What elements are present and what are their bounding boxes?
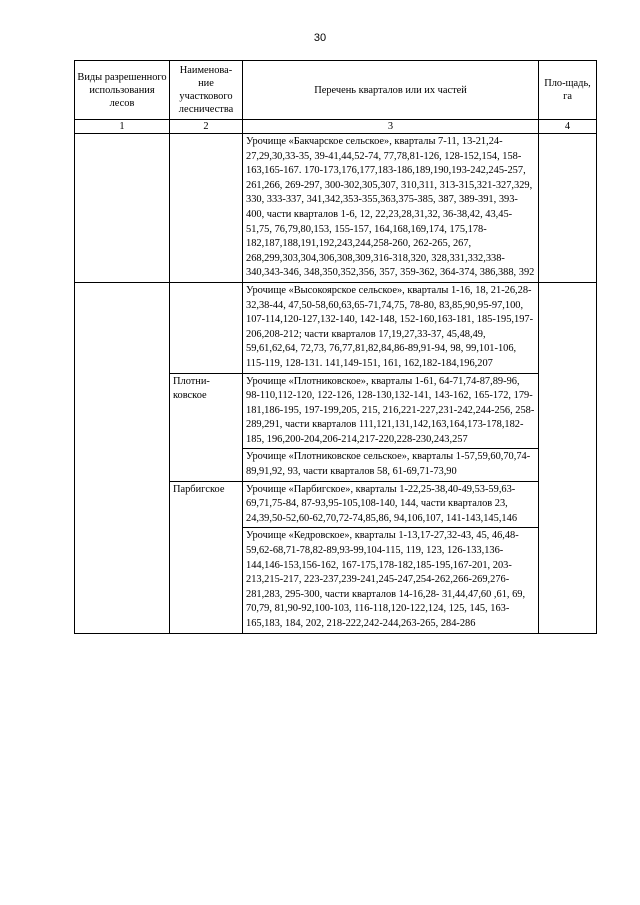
- area-cell: [539, 282, 597, 633]
- quarters-cell: Урочище «Высокоярское сельское», кварталы 1-16, 18, 21-26,28-32,38-44, 47,50-58,60,63,65-71,74,75, 78-80, 83,85,90,95-97,100, 107-114,120-127,132-140, 142-148, 152-160,163-181, 185-195,197-206,208-212; части кварталов 17,19,27,33-37, 45,48,49, 59,61,62,64, 72,73, 76,77,81,82,84,86-89,91-94, 98, 99,101-106, 115-119, 128-131. 141,149-151, 161, 162,182-184,196,207: [243, 282, 539, 373]
- quarters-cell: Урочище «Бакчарское сельское», кварталы 7-11, 13-21,24-27,29,30,33-35, 39-41,44,52-74, 77,78,81-126, 128-152,154, 158-163,165-167. 170-173,176,177,183-186,189,190,193-242,245-257, 261,266, 269-297, 300-302,305,307, 310,311, 313-315,321-327,329, 330, 333-337, 341,342,353-355,363,375-385, 387, 389-391, 393-400, части кварталов 1-6, 12, 22,23,28,31,32, 36-38,42, 43,45-51,75, 76,79,80,153, 155-157, 164,168,169,174, 175,178-182,187,188,191,192,243,244,258-260, 262-265, 267, 268,299,303,304,306,308,309,316-318,320, 328,331,332,338-340,343-346, 348,350,352,356, 357, 359-362, 364-374, 386,388, 392: [243, 134, 539, 283]
- header-area: Пло-щадь, га: [539, 61, 597, 120]
- use-type-cell: [75, 282, 170, 633]
- forestry-cell: Парбигское: [170, 481, 243, 633]
- page-number: 30: [313, 32, 327, 44]
- table-row: [75, 134, 597, 283]
- forestry-cell: [170, 134, 243, 283]
- header-forestry-name: Наименова-ние участкового лесничества: [170, 61, 243, 120]
- use-type-cell: [75, 134, 170, 283]
- column-number: 2: [170, 120, 243, 134]
- column-number: 3: [243, 120, 539, 134]
- quarters-cell: Урочище «Плотниковское», кварталы 1-61, 64-71,74-87,89-96, 98-110,112-120, 122-126, 128-130,132-141, 143-162, 165-172, 179-181,186-195, 197-199,205, 215, 216,221-227,231-242,244-256, 258-289,291, части кварталов 111,121,131,142,163,164,173-178,182-185, 196,200-204,206-214,217-220,228-230,243,257: [243, 373, 539, 449]
- quarters-cell: Урочище «Парбигское», кварталы 1-22,25-38,40-49,53-59,63-69,71,75-84, 87-93,95-105,108-140, 144, части кварталов 23, 24,39,50-52,60-62,70,72-74,85,86, 94,106,107, 141-143,145,146: [243, 481, 539, 528]
- area-cell: [539, 134, 597, 283]
- table-row: [75, 282, 597, 373]
- column-number-row: [75, 120, 597, 134]
- quarters-cell: Урочище «Плотниковское сельское», кварталы 1-57,59,60,70,74-89,91,92, 93, части кварталов 58, 61-69,71-73,90: [243, 449, 539, 481]
- quarters-cell: Урочище «Кедровское», кварталы 1-13,17-27,32-43, 45, 46,48-59,62-68,71-78,82-89,93-99,104-115, 119, 123, 126-133,136-144,146-153,156-162, 167-175,178-182,185-195,167-201, 203-213,215-217, 223-237,239-241,245-247,254-262,266-269,276-281,283, 295-300, части кварталов 14-16,28- 31,44,47,60 ,61, 69, 70,79, 81,90-92,100-103, 116-118,120-122,124, 125, 145, 163-165,183, 184, 202, 218-222,242-244,263-265, 284-286: [243, 528, 539, 633]
- forest-quarters-table: [74, 60, 597, 634]
- column-number: 4: [539, 120, 597, 134]
- forestry-cell: [170, 282, 243, 373]
- table-header-row: [75, 61, 597, 120]
- header-quarters-list: Перечень кварталов или их частей: [243, 61, 539, 120]
- forestry-cell: Плотни-ковское: [170, 373, 243, 481]
- header-use-types: Виды разрешенного использования лесов: [75, 61, 170, 120]
- column-number: 1: [75, 120, 170, 134]
